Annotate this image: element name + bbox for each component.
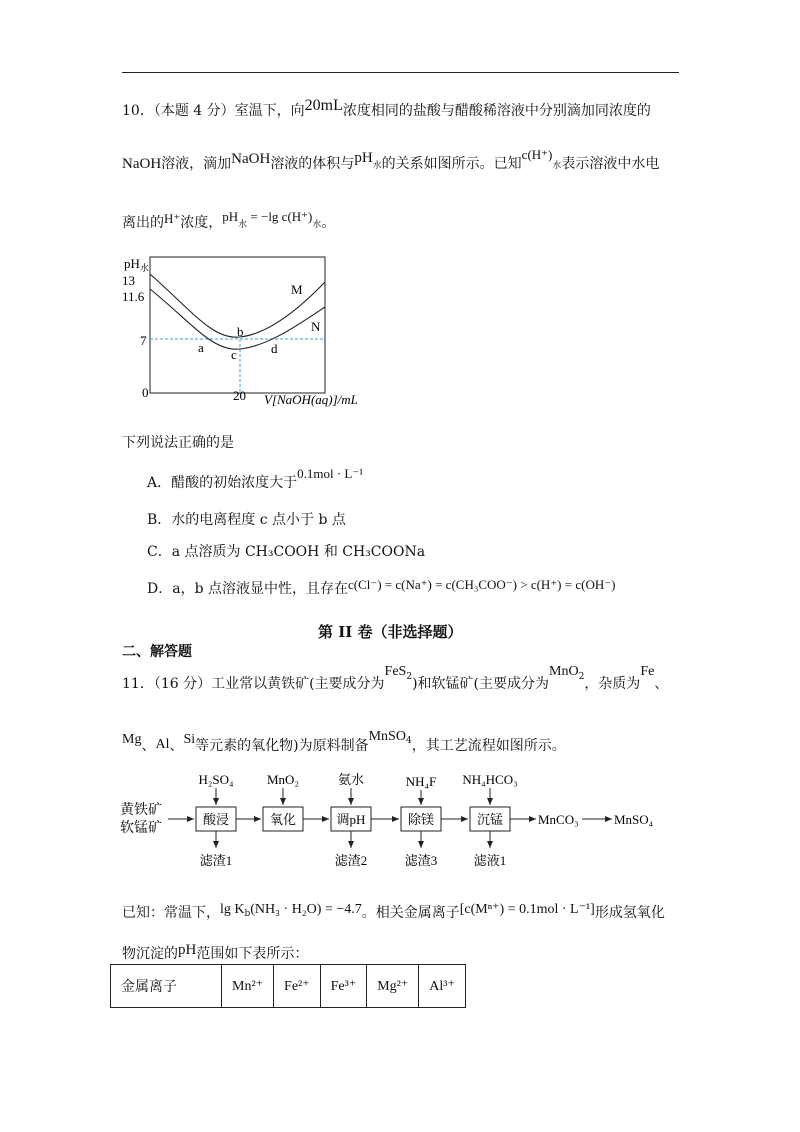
point-label-b: b xyxy=(237,324,244,339)
reagent-nh4f: NH₄F xyxy=(405,774,437,789)
ph-chart xyxy=(118,252,378,412)
q10-line3 xyxy=(122,209,336,232)
table-cell: Fe³⁺ xyxy=(320,965,367,1008)
option-d-formula: c(Cl⁻) = c(Na⁺) = c(CH₃COO⁻) > c(H⁺) = c(OH⁻) xyxy=(347,577,616,592)
q10-line2-c: 的关系如图所示。已知 xyxy=(381,156,522,172)
q11-line1-a: 11．（16 分）工业常以黄铁矿(主要成分为 xyxy=(122,676,385,692)
known2-b: 范围如下表所示： xyxy=(196,946,309,962)
product-mnco3: MnCO₃ xyxy=(538,812,579,827)
fe: Fe xyxy=(640,664,655,679)
al: Al xyxy=(155,737,170,752)
step-label: 酸浸 xyxy=(202,812,230,827)
q10-H: H⁺ xyxy=(164,211,181,226)
q10-volume: 20mL xyxy=(304,97,343,114)
option-a-text: A．醋酸的初始浓度大于 xyxy=(147,475,298,491)
q10-formula-sub: 水 xyxy=(238,220,248,230)
q10-naoh2: NaOH xyxy=(231,151,271,167)
q10-formula: pH xyxy=(222,209,239,224)
q10-line2-b: 溶液的体积与 xyxy=(270,156,355,172)
option-a-formula: 0.1mol · L⁻¹ xyxy=(297,466,364,481)
q10-option-d[interactable] xyxy=(147,578,615,598)
table-cell: Mn²⁺ xyxy=(222,965,274,1008)
q10-line2-d: 表示溶液中水电 xyxy=(561,156,660,172)
fes2-sub: 2 xyxy=(406,672,413,682)
reagent-h2so4: H₂SO₄ xyxy=(198,772,234,787)
known-bracket: [c(Mⁿ⁺) = 0.1mol · L⁻¹] xyxy=(459,902,595,917)
known-formula: lg K xyxy=(220,902,245,917)
q10-cH: c(H⁺) xyxy=(521,147,553,162)
reagent-mno2: MnO₂ xyxy=(267,772,299,787)
section-subheading: 二、解答题 xyxy=(122,644,192,660)
q11-known-line2 xyxy=(122,943,308,963)
origin-label: 0 xyxy=(142,385,149,400)
q10-naoh: NaOH xyxy=(122,156,162,172)
reagent-ammonia: 氨水 xyxy=(337,772,365,787)
y-tick-label: 7 xyxy=(140,333,147,348)
q10-line1-a: 10．（本题 4 分）室温下，向 xyxy=(122,103,305,119)
mno2: MnO xyxy=(549,664,579,679)
y-tick-label: 11.6 xyxy=(122,289,145,304)
q10-line3-a: 离出的 xyxy=(122,215,164,231)
known-b: 。相关金属离子 xyxy=(361,905,460,921)
series-label-M: M xyxy=(291,282,303,297)
q11-line2 xyxy=(122,729,566,755)
mno2-sub: 2 xyxy=(578,672,585,682)
mg: Mg xyxy=(122,732,142,747)
metal-ion-table xyxy=(110,964,466,1008)
table-cell: Fe²⁺ xyxy=(274,965,321,1008)
q10-option-a[interactable] xyxy=(147,466,364,492)
q10-line2 xyxy=(122,147,660,173)
x-axis-label: V[NaOH(aq)]/mL xyxy=(264,392,358,407)
known-a: 已知：常温下， xyxy=(122,905,220,921)
series-label-N: N xyxy=(311,319,321,334)
step-label: 调pH xyxy=(336,812,366,827)
known-formula-sub: b xyxy=(244,909,251,919)
input-pyrolusite: 软锰矿 xyxy=(120,821,162,836)
point-label-c: c xyxy=(231,347,237,362)
q11-line2-b: 、 xyxy=(169,738,184,754)
product-mnso4: MnSO₄ xyxy=(614,812,654,827)
residue-1: 滤渣1 xyxy=(199,853,233,868)
table-cell: Al³⁺ xyxy=(419,965,466,1008)
point-label-a: a xyxy=(198,340,204,355)
chart-ylabel: $pH_水$ xyxy=(124,256,149,273)
option-d-text: D．a，b 点溶液显中性，且存在 xyxy=(147,581,348,597)
top-rule xyxy=(122,72,679,73)
table-header-cell: 金属离子 xyxy=(111,965,222,1008)
q11-line1-c: ，杂质为 xyxy=(584,676,641,692)
table-cell: Mg²⁺ xyxy=(367,965,419,1008)
q10-ph: pH xyxy=(354,150,373,166)
q10-line1 xyxy=(122,97,651,120)
q10-option-c[interactable]: C．a 点溶质为 CH₃COOH 和 CH₃COONa xyxy=(147,544,426,560)
q11-known-line1 xyxy=(122,902,665,922)
q11-line2-c: 等元素的氧化物)为原料制备 xyxy=(195,738,369,754)
known-c: 形成氢氧化 xyxy=(594,905,665,921)
residue-3: 滤渣3 xyxy=(404,853,438,868)
q11-line2-d: ，其工艺流程如图所示。 xyxy=(411,738,566,754)
q11-line1-d: 、 xyxy=(654,676,669,692)
process-flow xyxy=(118,768,678,878)
q11-line1 xyxy=(122,664,669,693)
q11-line2-a: 、 xyxy=(141,738,156,754)
step-label: 沉锰 xyxy=(476,812,504,827)
mnso4-sub: 4 xyxy=(405,736,412,746)
q10-question: 下列说法正确的是 xyxy=(122,435,234,451)
x-tick-label: 20 xyxy=(233,388,246,403)
input-pyrite: 黄铁矿 xyxy=(120,803,162,818)
section-heading: 第 II 卷（非选择题） xyxy=(318,623,463,641)
q10-line1-b: 浓度相同的盐酸与醋酸稀溶液中分别滴加同浓度的 xyxy=(342,103,651,119)
q10-cH-sub: 水 xyxy=(552,161,562,171)
residue-2: 滤渣2 xyxy=(334,853,368,868)
step-label: 氧化 xyxy=(269,812,297,827)
q10-line3-end: 。 xyxy=(321,215,336,231)
filtrate-1: 滤液1 xyxy=(473,853,507,868)
q10-line2-a: 溶液，滴加 xyxy=(161,156,232,172)
y-tick-label: 13 xyxy=(122,273,135,288)
q10-formula-b: = −lg c(H⁺) xyxy=(247,209,313,224)
q10-line3-b: 浓度， xyxy=(180,215,223,231)
fes2: FeS xyxy=(384,664,407,679)
q10-ph-sub: 水 xyxy=(372,161,382,171)
table-row xyxy=(111,965,466,1008)
known2-ph: pH xyxy=(178,942,197,958)
q11-line1-b: )和软锰矿(主要成分为 xyxy=(412,676,550,692)
known-formula-b: (NH₃ · H₂O) = −4.7 xyxy=(250,902,362,917)
point-label-d: d xyxy=(271,341,278,356)
step-label: 除镁 xyxy=(407,812,435,827)
q10-option-b[interactable]: B．水的电离程度 c 点小于 b 点 xyxy=(147,512,346,528)
known2-a: 物沉淀的 xyxy=(122,946,178,962)
q10-formula-sub2: 水 xyxy=(312,220,322,230)
reagent-nh4hco3: NH₄HCO₃ xyxy=(462,772,518,787)
si: Si xyxy=(183,732,196,747)
mnso4: MnSO xyxy=(368,729,406,744)
